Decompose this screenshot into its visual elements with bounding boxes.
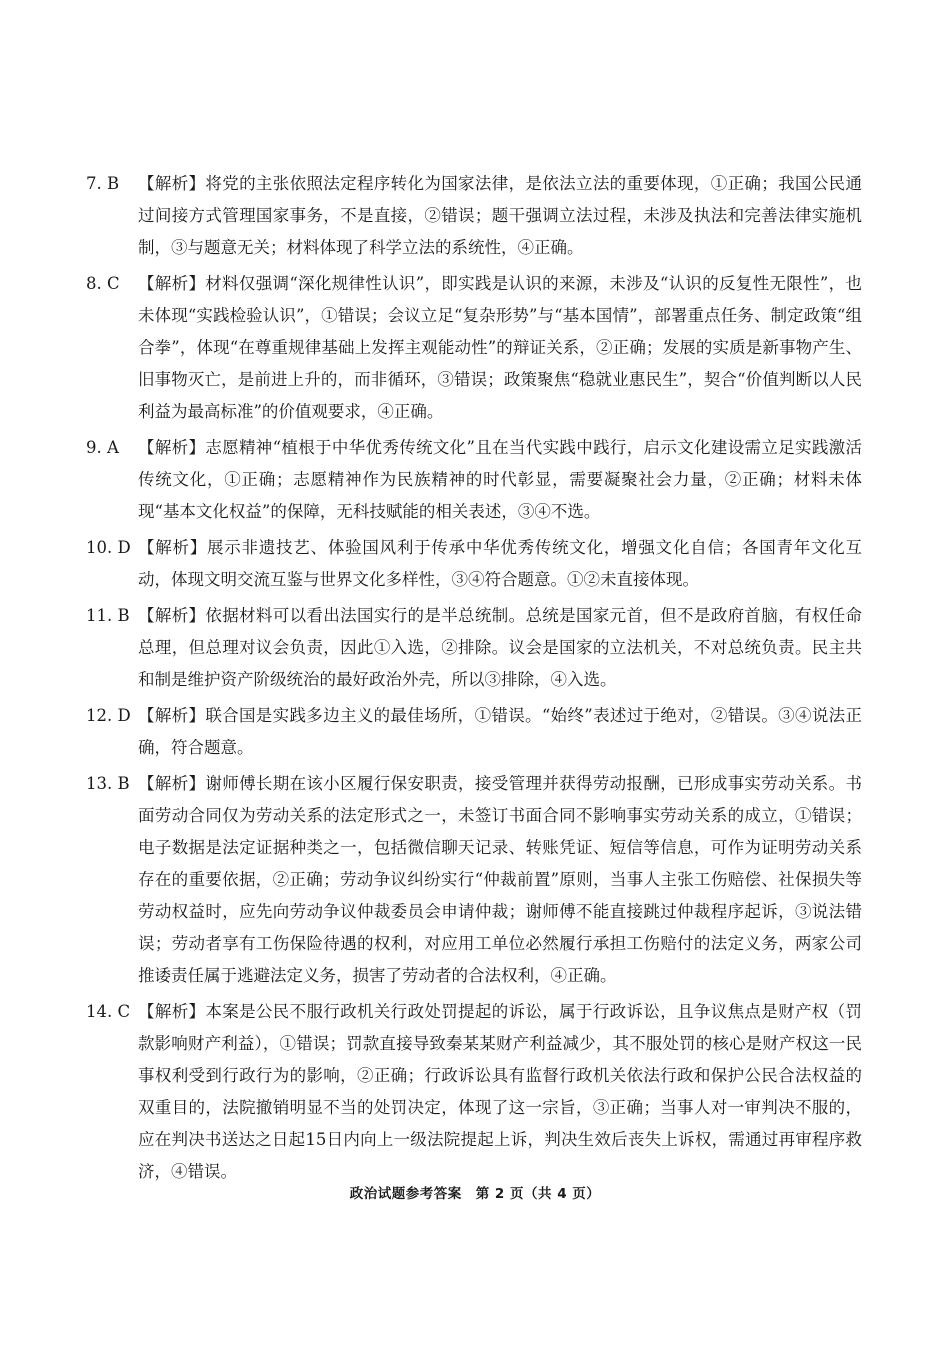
answer-item-12 — [86, 700, 862, 764]
answer-explanation: 【解析】将党的主张依照法定程序转化为国家法律，是依法立法的重要体现，①正确；我国公民通过间接方式管理国家事务，不是直接，②错误；题干强调立法过程，未涉及执法和完善法律实施机制，③与题意无关；材料体现了科学立法的系统性，④正确。 — [138, 174, 862, 257]
answer-item-13 — [86, 768, 862, 992]
answer-number: 14. C — [86, 1002, 131, 1021]
answer-explanation: 【解析】谢师傅长期在该小区履行保安职责，接受管理并获得劳动报酬，已形成事实劳动关系。书面劳动合同仅为劳动关系的法定形式之一，未签订书面合同不影响事实劳动关系的成立，①错误；电子数据是法定证据种类之一，包括微信聊天记录、转账凭证、短信等信息，可作为证明劳动关系存在的重要依据，②正确；劳动争议纠纷实行“仲裁前置”原则，当事人主张工伤赔偿、社保损失等劳动权益时，应先向劳动争议仲裁委员会申请仲裁；谢师傅不能直接跳过仲裁程序起诉，③说法错误；劳动者享有工伤保险待遇的权利，对应用工单位必然履行承担工伤赔付的法定义务，两家公司推诿责任属于逃避法定义务，损害了劳动者的合法权利，④正确。 — [138, 774, 862, 985]
answer-number: 12. D — [86, 706, 131, 725]
answer-number: 7. B — [86, 174, 120, 193]
answer-number: 11. B — [86, 606, 130, 625]
answer-list — [86, 168, 862, 1192]
answer-item-8 — [86, 268, 862, 428]
answer-explanation: 【解析】本案是公民不服行政机关行政处罚提起的诉讼，属于行政诉讼，且争议焦点是财产权（罚款影响财产利益），①错误；罚款直接导致秦某某财产利益减少，其不服处罚的核心是财产权这一民事权利受到行政行为的影响，②正确；行政诉讼具有监督行政机关依法行政和保护公民合法权益的双重目的，法院撤销明显不当的处罚决定，体现了这一宗旨，③正确；当事人对一审判决不服的，应在判决书送达之日起15日内向上一级法院提起上诉，判决生效后丧失上诉权，需通过再审程序救济，④错误。 — [138, 1002, 862, 1181]
answer-item-11 — [86, 600, 862, 696]
answer-number: 13. B — [86, 774, 130, 793]
page-footer: 政治试题参考答案 第 2 页（共 4 页） — [349, 1186, 601, 1202]
answer-explanation: 【解析】志愿精神“植根于中华优秀传统文化”且在当代实践中践行，启示文化建设需立足实践激活传统文化，①正确；志愿精神作为民族精神的时代彰显，需要凝聚社会力量，②正确；材料未体现“基本文化权益”的保障，无科技赋能的相关表述，③④不选。 — [138, 438, 862, 521]
answer-item-9 — [86, 432, 862, 528]
answer-item-14 — [86, 996, 862, 1188]
answer-item-7 — [86, 168, 862, 264]
answer-item-10 — [86, 532, 862, 596]
answer-number: 9. A — [86, 438, 119, 457]
answer-explanation: 【解析】联合国是实践多边主义的最佳场所，①错误。“始终”表述过于绝对，②错误。③④说法正确，符合题意。 — [138, 706, 862, 757]
answer-explanation: 【解析】依据材料可以看出法国实行的是半总统制。总统是国家元首，但不是政府首脑，有权任命总理，但总理对议会负责，因此①入选，②排除。议会是国家的立法机关，不对总统负责。民主共和制是维护资产阶级统治的最好政治外壳，所以③排除，④入选。 — [138, 606, 862, 689]
answer-number: 10. D — [86, 538, 131, 557]
answer-explanation: 【解析】材料仅强调“深化规律性认识”，即实践是认识的来源，未涉及“认识的反复性无限性”，也未体现“实践检验认识”，①错误；会议立足“复杂形势”与“基本国情”，部署重点任务、制定政策“组合拳”，体现“在尊重规律基础上发挥主观能动性”的辩证关系，②正确；发展的实质是新事物产生、旧事物灭亡，是前进上升的，而非循环，③错误；政策聚焦“稳就业惠民生”，契合“价值判断以人民利益为最高标准”的价值观要求，④正确。 — [138, 274, 862, 421]
answer-number: 8. C — [86, 274, 120, 293]
answer-explanation: 【解析】展示非遗技艺、体验国风利于传承中华优秀传统文化，增强文化自信；各国青年文化互动，体现文明交流互鉴与世界文化多样性，③④符合题意。①②未直接体现。 — [138, 538, 862, 589]
